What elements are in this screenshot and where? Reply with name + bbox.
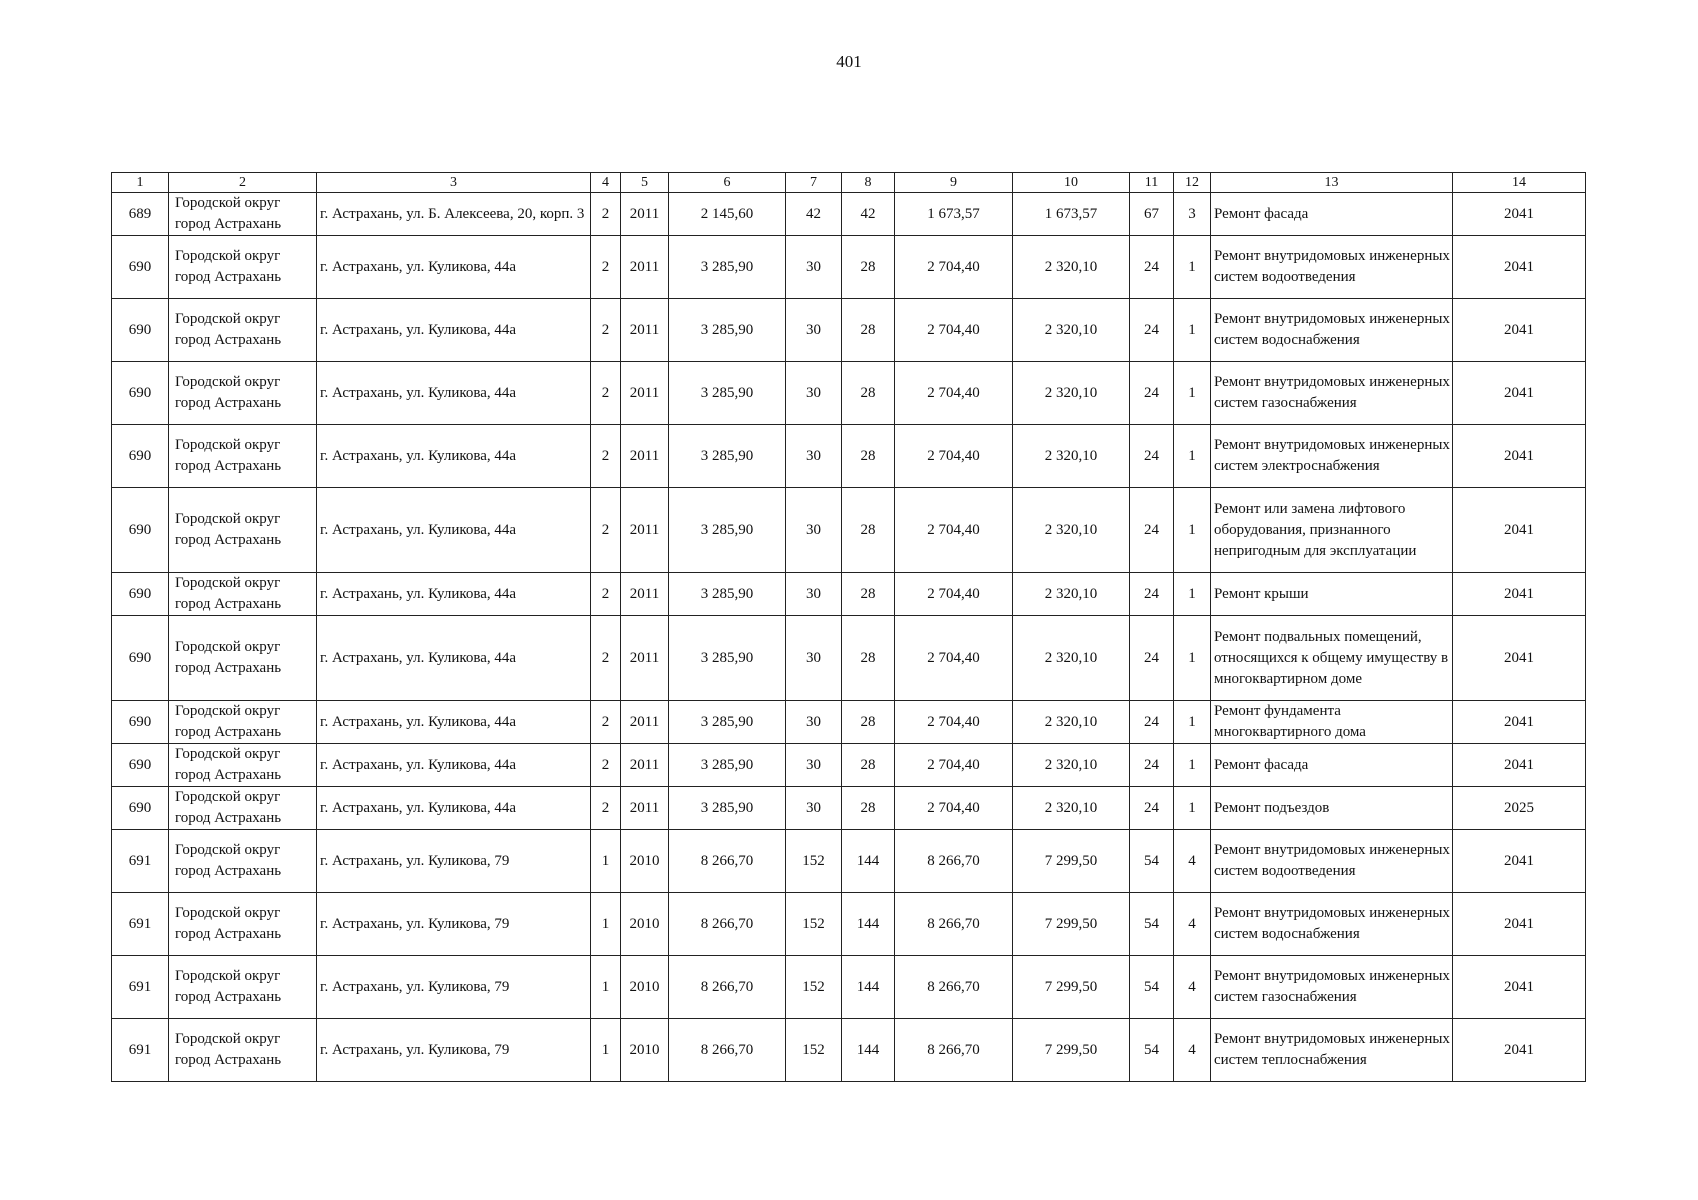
plan-year-cell: 2041: [1453, 701, 1586, 744]
work-type-cell: Ремонт внутридомовых инженерных систем водоотведения: [1211, 830, 1453, 893]
municipality-cell: Городской округ город Астрахань: [169, 193, 317, 236]
col7-cell: 152: [786, 830, 842, 893]
col10-cell: 2 320,10: [1013, 425, 1130, 488]
plan-year-cell: 2025: [1453, 787, 1586, 830]
plan-year-cell: 2041: [1453, 299, 1586, 362]
col4-cell: 2: [591, 193, 621, 236]
plan-year-cell: 2041: [1453, 488, 1586, 573]
table-row: [112, 701, 1586, 744]
col11-cell: 24: [1130, 425, 1174, 488]
header-cell: 1: [112, 173, 169, 193]
address-cell: г. Астрахань, ул. Куликова, 44а: [317, 701, 591, 744]
col8-cell: 42: [842, 193, 895, 236]
table-row: [112, 787, 1586, 830]
table-row: [112, 193, 1586, 236]
col8-cell: 144: [842, 1019, 895, 1082]
col10-cell: 2 320,10: [1013, 701, 1130, 744]
work-type-cell: Ремонт подъездов: [1211, 787, 1453, 830]
address-cell: г. Астрахань, ул. Куликова, 44а: [317, 236, 591, 299]
address-cell: г. Астрахань, ул. Куликова, 44а: [317, 299, 591, 362]
col7-cell: 30: [786, 236, 842, 299]
row-number: 690: [112, 362, 169, 425]
total-area-cell: 3 285,90: [669, 299, 786, 362]
year-cell: 2011: [621, 299, 669, 362]
col12-cell: 1: [1174, 299, 1211, 362]
col9-cell: 2 704,40: [895, 616, 1013, 701]
table-row: [112, 299, 1586, 362]
municipality-cell: Городской округ город Астрахань: [169, 488, 317, 573]
col10-cell: 7 299,50: [1013, 893, 1130, 956]
header-cell: 8: [842, 173, 895, 193]
col7-cell: 30: [786, 425, 842, 488]
address-cell: г. Астрахань, ул. Куликова, 44а: [317, 787, 591, 830]
total-area-cell: 3 285,90: [669, 573, 786, 616]
address-cell: г. Астрахань, ул. Куликова, 44а: [317, 573, 591, 616]
col10-cell: 7 299,50: [1013, 1019, 1130, 1082]
year-cell: 2011: [621, 787, 669, 830]
col8-cell: 28: [842, 362, 895, 425]
header-cell: 10: [1013, 173, 1130, 193]
col4-cell: 2: [591, 362, 621, 425]
capital-repair-table: [111, 172, 1586, 1082]
year-cell: 2011: [621, 362, 669, 425]
plan-year-cell: 2041: [1453, 1019, 1586, 1082]
year-cell: 2010: [621, 893, 669, 956]
header-cell: 3: [317, 173, 591, 193]
row-number: 690: [112, 299, 169, 362]
municipality-cell: Городской округ город Астрахань: [169, 787, 317, 830]
row-number: 691: [112, 1019, 169, 1082]
col12-cell: 1: [1174, 616, 1211, 701]
total-area-cell: 3 285,90: [669, 787, 786, 830]
col8-cell: 28: [842, 236, 895, 299]
total-area-cell: 3 285,90: [669, 362, 786, 425]
col11-cell: 24: [1130, 744, 1174, 787]
col12-cell: 3: [1174, 193, 1211, 236]
col4-cell: 2: [591, 488, 621, 573]
row-number: 690: [112, 787, 169, 830]
row-number: 690: [112, 236, 169, 299]
col11-cell: 24: [1130, 299, 1174, 362]
work-type-cell: Ремонт крыши: [1211, 573, 1453, 616]
col9-cell: 1 673,57: [895, 193, 1013, 236]
col4-cell: 2: [591, 236, 621, 299]
col11-cell: 24: [1130, 362, 1174, 425]
municipality-cell: Городской округ город Астрахань: [169, 616, 317, 701]
col7-cell: 30: [786, 573, 842, 616]
table-row: [112, 956, 1586, 1019]
col11-cell: 24: [1130, 236, 1174, 299]
col7-cell: 152: [786, 956, 842, 1019]
col9-cell: 8 266,70: [895, 1019, 1013, 1082]
header-cell: 11: [1130, 173, 1174, 193]
total-area-cell: 3 285,90: [669, 744, 786, 787]
col8-cell: 28: [842, 787, 895, 830]
plan-year-cell: 2041: [1453, 956, 1586, 1019]
total-area-cell: 8 266,70: [669, 830, 786, 893]
header-cell: 13: [1211, 173, 1453, 193]
header-cell: 4: [591, 173, 621, 193]
col11-cell: 24: [1130, 573, 1174, 616]
col12-cell: 1: [1174, 236, 1211, 299]
col12-cell: 1: [1174, 787, 1211, 830]
year-cell: 2010: [621, 830, 669, 893]
col4-cell: 2: [591, 299, 621, 362]
col9-cell: 8 266,70: [895, 830, 1013, 893]
col8-cell: 144: [842, 893, 895, 956]
address-cell: г. Астрахань, ул. Куликова, 44а: [317, 616, 591, 701]
year-cell: 2010: [621, 1019, 669, 1082]
address-cell: г. Астрахань, ул. Куликова, 79: [317, 1019, 591, 1082]
year-cell: 2011: [621, 616, 669, 701]
col7-cell: 30: [786, 787, 842, 830]
col8-cell: 28: [842, 299, 895, 362]
municipality-cell: Городской округ город Астрахань: [169, 573, 317, 616]
municipality-cell: Городской округ город Астрахань: [169, 299, 317, 362]
col8-cell: 144: [842, 956, 895, 1019]
work-type-cell: Ремонт внутридомовых инженерных систем теплоснабжения: [1211, 1019, 1453, 1082]
total-area-cell: 8 266,70: [669, 956, 786, 1019]
col10-cell: 2 320,10: [1013, 616, 1130, 701]
col10-cell: 2 320,10: [1013, 573, 1130, 616]
plan-year-cell: 2041: [1453, 193, 1586, 236]
row-number: 691: [112, 830, 169, 893]
col8-cell: 28: [842, 744, 895, 787]
col4-cell: 1: [591, 956, 621, 1019]
address-cell: г. Астрахань, ул. Куликова, 79: [317, 956, 591, 1019]
year-cell: 2011: [621, 488, 669, 573]
col10-cell: 7 299,50: [1013, 956, 1130, 1019]
work-type-cell: Ремонт фасада: [1211, 744, 1453, 787]
header-cell: 12: [1174, 173, 1211, 193]
col7-cell: 42: [786, 193, 842, 236]
table-row: [112, 362, 1586, 425]
col10-cell: 2 320,10: [1013, 744, 1130, 787]
total-area-cell: 2 145,60: [669, 193, 786, 236]
col12-cell: 4: [1174, 1019, 1211, 1082]
work-type-cell: Ремонт фундамента многоквартирного дома: [1211, 701, 1453, 744]
work-type-cell: Ремонт внутридомовых инженерных систем газоснабжения: [1211, 956, 1453, 1019]
col12-cell: 1: [1174, 744, 1211, 787]
total-area-cell: 3 285,90: [669, 701, 786, 744]
col8-cell: 28: [842, 488, 895, 573]
row-number: 691: [112, 893, 169, 956]
col9-cell: 2 704,40: [895, 299, 1013, 362]
header-cell: 2: [169, 173, 317, 193]
municipality-cell: Городской округ город Астрахань: [169, 1019, 317, 1082]
col9-cell: 2 704,40: [895, 425, 1013, 488]
header-cell: 5: [621, 173, 669, 193]
municipality-cell: Городской округ город Астрахань: [169, 362, 317, 425]
col7-cell: 152: [786, 893, 842, 956]
row-number: 690: [112, 573, 169, 616]
col7-cell: 30: [786, 744, 842, 787]
col8-cell: 28: [842, 573, 895, 616]
table-row: [112, 573, 1586, 616]
col4-cell: 1: [591, 830, 621, 893]
col9-cell: 2 704,40: [895, 787, 1013, 830]
municipality-cell: Городской округ город Астрахань: [169, 744, 317, 787]
table-row: [112, 1019, 1586, 1082]
address-cell: г. Астрахань, ул. Куликова, 44а: [317, 362, 591, 425]
address-cell: г. Астрахань, ул. Куликова, 79: [317, 830, 591, 893]
col11-cell: 67: [1130, 193, 1174, 236]
col4-cell: 2: [591, 573, 621, 616]
row-number: 690: [112, 701, 169, 744]
col12-cell: 1: [1174, 488, 1211, 573]
col9-cell: 8 266,70: [895, 893, 1013, 956]
address-cell: г. Астрахань, ул. Б. Алексеева, 20, корп. 3: [317, 193, 591, 236]
col11-cell: 24: [1130, 488, 1174, 573]
col11-cell: 24: [1130, 701, 1174, 744]
col10-cell: 2 320,10: [1013, 236, 1130, 299]
municipality-cell: Городской округ город Астрахань: [169, 236, 317, 299]
plan-year-cell: 2041: [1453, 236, 1586, 299]
row-number: 690: [112, 616, 169, 701]
col11-cell: 54: [1130, 1019, 1174, 1082]
col7-cell: 30: [786, 616, 842, 701]
col4-cell: 1: [591, 1019, 621, 1082]
year-cell: 2011: [621, 573, 669, 616]
total-area-cell: 3 285,90: [669, 425, 786, 488]
work-type-cell: Ремонт внутридомовых инженерных систем газоснабжения: [1211, 362, 1453, 425]
header-cell: 14: [1453, 173, 1586, 193]
col4-cell: 2: [591, 701, 621, 744]
work-type-cell: Ремонт подвальных помещений, относящихся к общему имуществу в многоквартирном доме: [1211, 616, 1453, 701]
header-cell: 6: [669, 173, 786, 193]
table-row: [112, 616, 1586, 701]
col8-cell: 28: [842, 701, 895, 744]
municipality-cell: Городской округ город Астрахань: [169, 701, 317, 744]
page-number: 401: [836, 52, 862, 71]
work-type-cell: Ремонт или замена лифтового оборудования, признанного непригодным для эксплуатации: [1211, 488, 1453, 573]
col7-cell: 30: [786, 488, 842, 573]
work-type-cell: Ремонт внутридомовых инженерных систем электроснабжения: [1211, 425, 1453, 488]
col8-cell: 144: [842, 830, 895, 893]
col9-cell: 2 704,40: [895, 744, 1013, 787]
col7-cell: 30: [786, 299, 842, 362]
total-area-cell: 8 266,70: [669, 1019, 786, 1082]
col10-cell: 2 320,10: [1013, 362, 1130, 425]
year-cell: 2011: [621, 701, 669, 744]
col10-cell: 2 320,10: [1013, 787, 1130, 830]
plan-year-cell: 2041: [1453, 893, 1586, 956]
row-number: 689: [112, 193, 169, 236]
col7-cell: 30: [786, 362, 842, 425]
col12-cell: 4: [1174, 956, 1211, 1019]
address-cell: г. Астрахань, ул. Куликова, 44а: [317, 488, 591, 573]
table-row: [112, 488, 1586, 573]
col10-cell: 2 320,10: [1013, 299, 1130, 362]
municipality-cell: Городской округ город Астрахань: [169, 830, 317, 893]
total-area-cell: 3 285,90: [669, 236, 786, 299]
col10-cell: 7 299,50: [1013, 830, 1130, 893]
year-cell: 2010: [621, 956, 669, 1019]
municipality-cell: Городской округ город Астрахань: [169, 425, 317, 488]
col9-cell: 8 266,70: [895, 956, 1013, 1019]
col7-cell: 152: [786, 1019, 842, 1082]
col12-cell: 1: [1174, 362, 1211, 425]
col9-cell: 2 704,40: [895, 488, 1013, 573]
table-row: [112, 425, 1586, 488]
total-area-cell: 3 285,90: [669, 616, 786, 701]
col12-cell: 1: [1174, 701, 1211, 744]
col12-cell: 1: [1174, 425, 1211, 488]
municipality-cell: Городской округ город Астрахань: [169, 956, 317, 1019]
year-cell: 2011: [621, 193, 669, 236]
col11-cell: 24: [1130, 787, 1174, 830]
year-cell: 2011: [621, 425, 669, 488]
col4-cell: 2: [591, 616, 621, 701]
work-type-cell: Ремонт фасада: [1211, 193, 1453, 236]
col4-cell: 1: [591, 893, 621, 956]
col4-cell: 2: [591, 787, 621, 830]
row-number: 690: [112, 488, 169, 573]
total-area-cell: 3 285,90: [669, 488, 786, 573]
plan-year-cell: 2041: [1453, 744, 1586, 787]
col11-cell: 54: [1130, 893, 1174, 956]
col11-cell: 54: [1130, 830, 1174, 893]
col12-cell: 1: [1174, 573, 1211, 616]
plan-year-cell: 2041: [1453, 362, 1586, 425]
table-row: [112, 830, 1586, 893]
address-cell: г. Астрахань, ул. Куликова, 79: [317, 893, 591, 956]
col9-cell: 2 704,40: [895, 701, 1013, 744]
plan-year-cell: 2041: [1453, 573, 1586, 616]
work-type-cell: Ремонт внутридомовых инженерных систем водоснабжения: [1211, 893, 1453, 956]
col10-cell: 1 673,57: [1013, 193, 1130, 236]
row-number: 690: [112, 425, 169, 488]
year-cell: 2011: [621, 236, 669, 299]
plan-year-cell: 2041: [1453, 616, 1586, 701]
plan-year-cell: 2041: [1453, 830, 1586, 893]
municipality-cell: Городской округ город Астрахань: [169, 893, 317, 956]
col12-cell: 4: [1174, 830, 1211, 893]
year-cell: 2011: [621, 744, 669, 787]
col9-cell: 2 704,40: [895, 573, 1013, 616]
address-cell: г. Астрахань, ул. Куликова, 44а: [317, 425, 591, 488]
work-type-cell: Ремонт внутридомовых инженерных систем водоснабжения: [1211, 299, 1453, 362]
col4-cell: 2: [591, 425, 621, 488]
total-area-cell: 8 266,70: [669, 893, 786, 956]
header-row: [112, 173, 1586, 193]
header-cell: 9: [895, 173, 1013, 193]
table-row: [112, 744, 1586, 787]
row-number: 691: [112, 956, 169, 1019]
row-number: 690: [112, 744, 169, 787]
header-cell: 7: [786, 173, 842, 193]
table-row: [112, 893, 1586, 956]
col11-cell: 24: [1130, 616, 1174, 701]
col12-cell: 4: [1174, 893, 1211, 956]
table-row: [112, 236, 1586, 299]
col4-cell: 2: [591, 744, 621, 787]
address-cell: г. Астрахань, ул. Куликова, 44а: [317, 744, 591, 787]
col8-cell: 28: [842, 425, 895, 488]
col7-cell: 30: [786, 701, 842, 744]
col9-cell: 2 704,40: [895, 236, 1013, 299]
col8-cell: 28: [842, 616, 895, 701]
col10-cell: 2 320,10: [1013, 488, 1130, 573]
col11-cell: 54: [1130, 956, 1174, 1019]
plan-year-cell: 2041: [1453, 425, 1586, 488]
work-type-cell: Ремонт внутридомовых инженерных систем водоотведения: [1211, 236, 1453, 299]
col9-cell: 2 704,40: [895, 362, 1013, 425]
